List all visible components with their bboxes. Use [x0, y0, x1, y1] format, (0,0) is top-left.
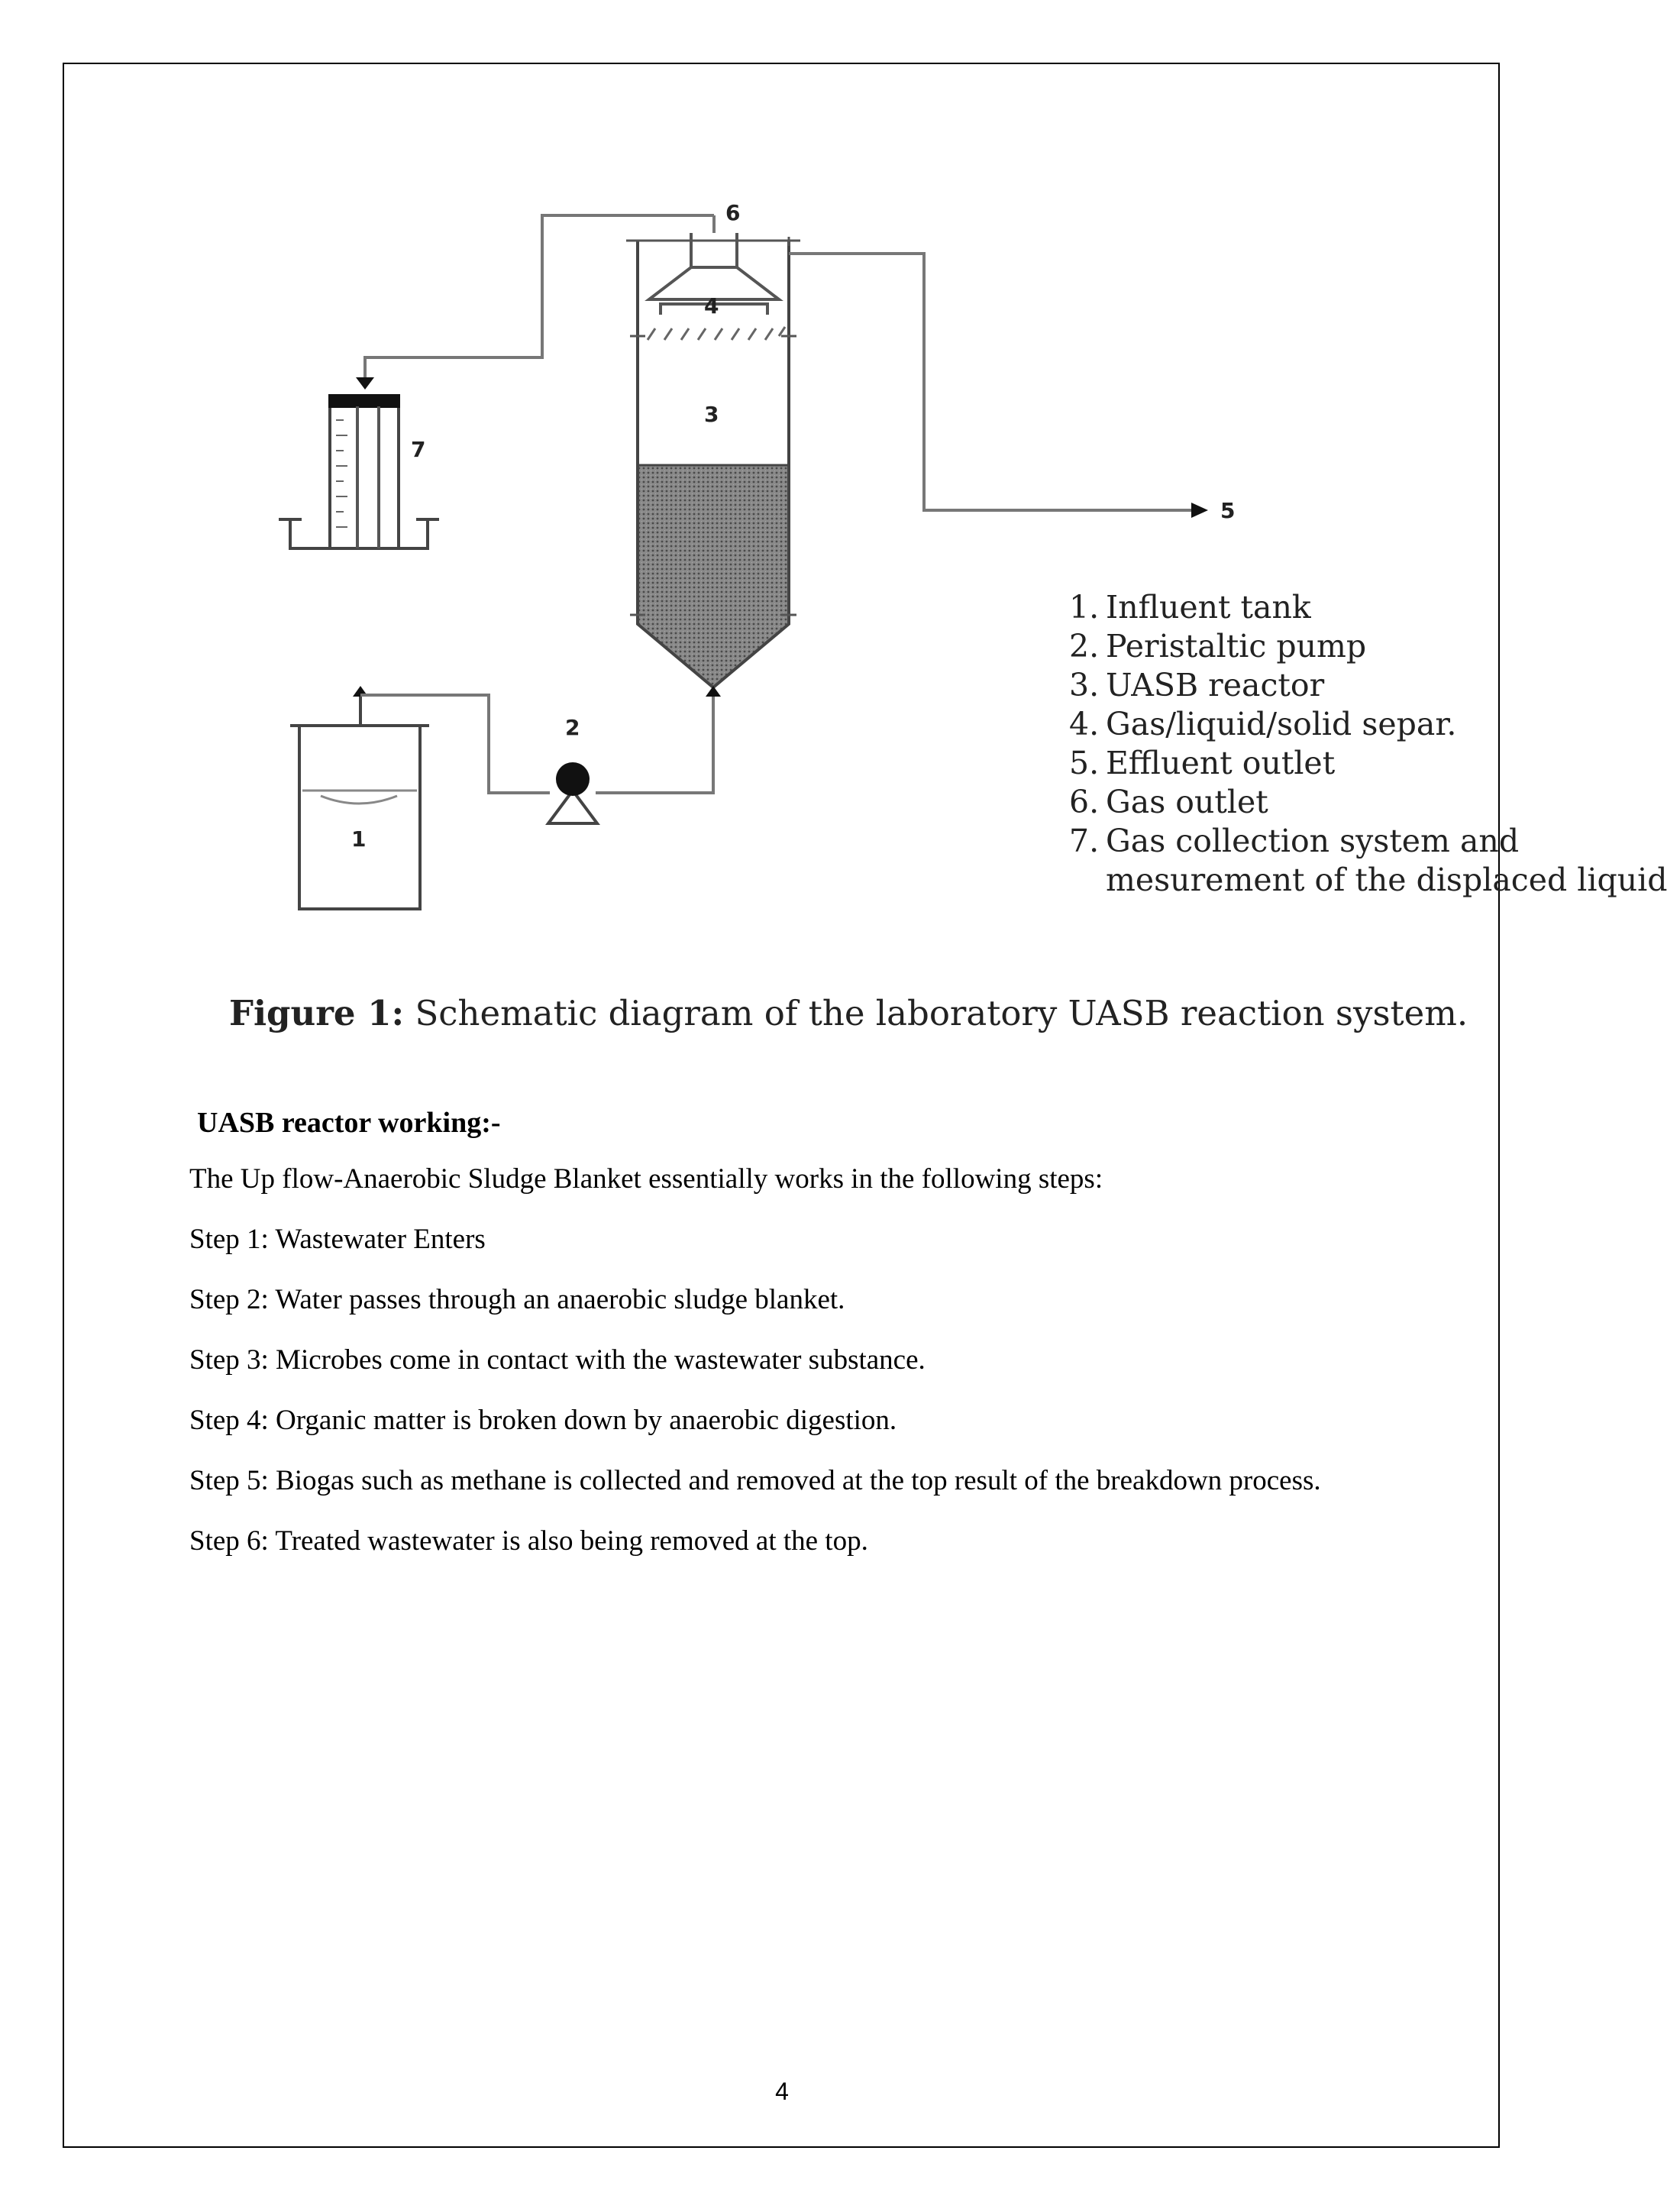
label-separator: 4	[704, 293, 719, 319]
legend-number: 5.	[1069, 745, 1100, 781]
effluent-arrow	[1191, 503, 1208, 518]
legend-number: 3.	[1069, 667, 1100, 703]
legend-item	[1069, 705, 1680, 744]
legend-number: 4.	[1069, 706, 1100, 742]
feed-line-arrow	[706, 686, 721, 697]
legend-text: Influent tank	[1106, 589, 1311, 626]
step-paragraph: Step 3: Microbes come in contact with the wastewater substance.	[189, 1344, 926, 1376]
legend-number: 7.	[1069, 823, 1100, 859]
label-pump: 2	[565, 715, 580, 740]
figure-caption	[229, 993, 1481, 1033]
body-text	[189, 1163, 1381, 1585]
legend-number: 6.	[1069, 784, 1100, 820]
legend-text: Peristaltic pump	[1106, 628, 1367, 665]
label-effluent: 5	[1220, 498, 1236, 523]
legend-item	[1069, 627, 1680, 666]
legend-text: Gas collection system and mesurement of the displaced liquid	[1106, 823, 1668, 898]
effluent-line	[789, 254, 1193, 510]
gas-line-arrow	[356, 377, 374, 390]
legend-text: UASB reactor	[1106, 667, 1325, 703]
label-gas-collection: 7	[411, 437, 426, 462]
legend-number: 1.	[1069, 589, 1100, 626]
legend-number: 2.	[1069, 628, 1100, 665]
step-paragraph: Step 4: Organic matter is broken down by anaerobic digestion.	[189, 1405, 897, 1436]
section-heading: UASB reactor working:-	[197, 1107, 501, 1139]
legend-item	[1069, 666, 1680, 705]
uasb-schematic-figure	[229, 191, 1668, 970]
legend-text: Effluent outlet	[1106, 745, 1336, 781]
peristaltic-pump	[548, 762, 597, 823]
label-reactor: 3	[704, 402, 719, 427]
legend-item	[1069, 744, 1680, 783]
legend-item	[1069, 588, 1680, 627]
gas-collection-system	[279, 396, 439, 548]
step-paragraph: Step 2: Water passes through an anaerobic sludge blanket.	[189, 1284, 845, 1315]
step-paragraph: Step 1: Wastewater Enters	[189, 1224, 486, 1255]
influent-tank	[290, 695, 429, 909]
caption-prefix: Figure 1:	[229, 993, 405, 1033]
label-influent-tank: 1	[351, 826, 367, 852]
step-paragraph: Step 6: Treated wastewater is also being removed at the top.	[189, 1525, 868, 1557]
caption-text: Schematic diagram of the laboratory UASB reaction system.	[404, 993, 1468, 1033]
feed-line	[360, 695, 713, 793]
legend-item	[1069, 822, 1680, 900]
intro-paragraph: The Up flow-Anaerobic Sludge Blanket essentially works in the following steps:	[189, 1163, 1103, 1195]
page-number: 4	[775, 2078, 789, 2105]
legend-text: Gas outlet	[1106, 784, 1268, 820]
legend-item	[1069, 783, 1680, 822]
figure-legend	[1069, 588, 1680, 900]
label-gas-outlet: 6	[725, 200, 741, 225]
legend-text: Gas/liquid/solid separ.	[1106, 706, 1457, 742]
step-paragraph: Step 5: Biogas such as methane is collected and removed at the top result of the breakdown process.	[189, 1465, 1321, 1496]
